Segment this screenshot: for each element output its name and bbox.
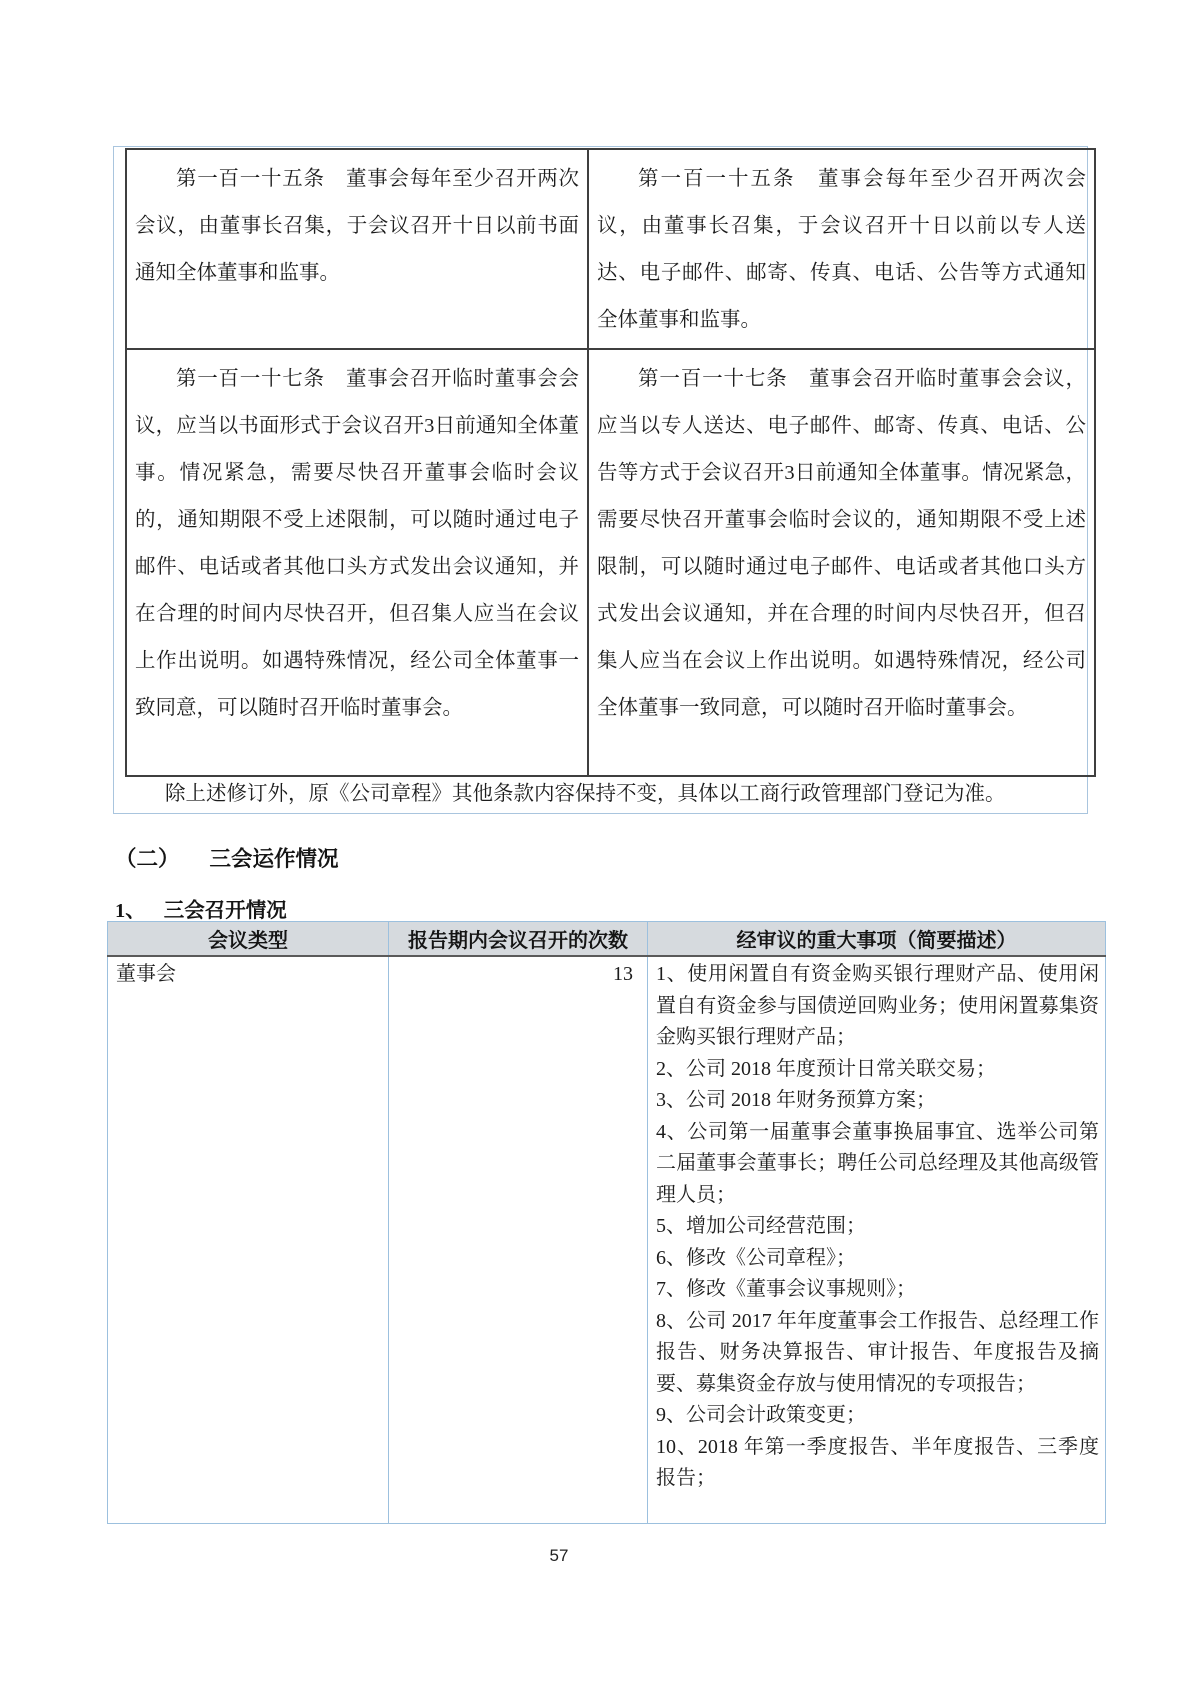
meetings-table xyxy=(107,921,1106,1524)
matter-item: 1、使用闲置自有资金购买银行理财产品、使用闲置自有资金参与国债逆回购业务；使用闲置募集资金购买银行理财产品； xyxy=(656,963,1099,1048)
meeting-type-cell: 董事会 xyxy=(108,956,389,1524)
section-index: （二） xyxy=(115,847,180,871)
header-meeting-type: 会议类型 xyxy=(108,922,389,957)
table-row xyxy=(108,956,1106,1524)
amendment-note: 除上述修订外，原《公司章程》其他条款内容保持不变，具体以工商行政管理部门登记为准。 xyxy=(165,783,1006,805)
table-row xyxy=(126,349,1095,776)
matter-item: 4、公司第一届董事会董事换届事宜、选举公司第二届董事会董事长；聘任公司总经理及其他高级管理人员； xyxy=(656,1120,1099,1206)
section-title: 三会运作情况 xyxy=(209,847,339,871)
header-meeting-count: 报告期内会议召开的次数 xyxy=(389,922,648,957)
page-number: 57 xyxy=(549,1546,569,1565)
matter-item: 5、增加公司经营范围； xyxy=(656,1215,866,1237)
section-heading xyxy=(115,842,339,873)
charter-amendment-box xyxy=(113,146,1088,814)
subsection-heading xyxy=(115,893,287,923)
matter-item: 10、2018 年第一季度报告、半年度报告、三季度报告； xyxy=(656,1435,1099,1489)
matter-item: 7、修改《董事会议事规则》； xyxy=(656,1278,916,1300)
header-major-matters: 经审议的重大事项（简要描述） xyxy=(648,922,1106,957)
article-115-new-cell xyxy=(588,149,1095,349)
matter-item: 2、公司 2018 年度预计日常关联交易； xyxy=(656,1057,996,1080)
matter-item: 9、公司会计政策变更； xyxy=(656,1404,866,1426)
article-117-new-cell xyxy=(588,349,1095,776)
matter-item: 3、公司 2018 年财务预算方案； xyxy=(656,1089,936,1111)
subsection-index: 1、 xyxy=(115,900,146,922)
article-117-old-text: 第一百一十七条 董事会召开临时董事会会议，应当以书面形式于会议召开3日前通知全体董事。情况紧急，需要尽快召开董事会临时会议的，通知期限不受上述限制，可以随时通过电子邮件、电话或者其他口头方式发出会议通知，并在合理的时间内尽快召开，但召集人应当在会议上作出说明。如遇特殊情况，经公司全体董事一致同意，可以随时召开临时董事会。 xyxy=(135,368,579,719)
major-matters-cell xyxy=(648,956,1106,1524)
matter-item: 6、修改《公司章程》； xyxy=(656,1246,856,1269)
charter-amendment-table xyxy=(125,148,1096,777)
meetings-table-header-row xyxy=(108,922,1106,957)
article-115-old-text: 第一百一十五条 董事会每年至少召开两次会议，由董事长召集，于会议召开十日以前书面通知全体董事和监事。 xyxy=(135,168,579,284)
article-115-old-cell xyxy=(126,149,588,349)
table-row xyxy=(126,149,1095,349)
meeting-count-cell: 13 xyxy=(389,956,648,1524)
subsection-title: 三会召开情况 xyxy=(163,900,287,922)
article-117-new-text: 第一百一十七条 董事会召开临时董事会会议，应当以专人送达、电子邮件、邮寄、传真、电话、公告等方式于会议召开3日前通知全体董事。情况紧急，需要尽快召开董事会临时会议的，通知期限不受上述限制，可以随时通过电子邮件、电话或者其他口头方式发出会议通知，并在合理的时间内尽快召开，但召集人应当在会议上作出说明。如遇特殊情况，经公司全体董事一致同意，可以随时召开临时董事会。 xyxy=(597,368,1086,719)
article-117-old-cell xyxy=(126,349,588,776)
article-115-new-text: 第一百一十五条 董事会每年至少召开两次会议，由董事长召集，于会议召开十日以前以专人送达、电子邮件、邮寄、传真、电话、公告等方式通知全体董事和监事。 xyxy=(597,168,1086,331)
matter-item: 8、公司 2017 年年度董事会工作报告、总经理工作报告、财务决算报告、审计报告、年度报告及摘要、募集资金存放与使用情况的专项报告； xyxy=(656,1309,1099,1395)
